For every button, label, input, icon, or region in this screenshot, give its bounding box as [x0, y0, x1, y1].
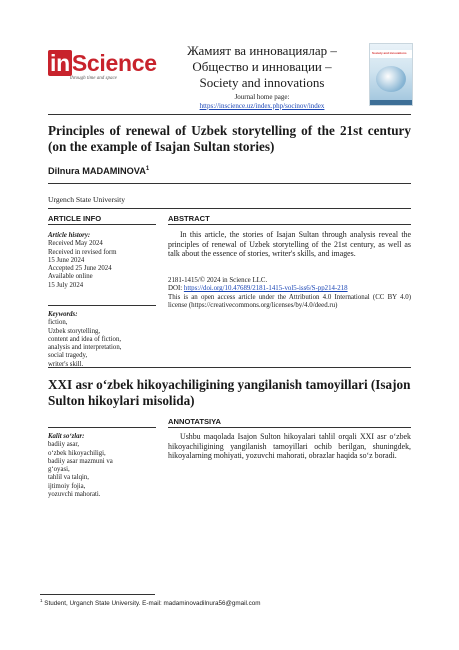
annotatsiya-text: Ushbu maqolada Isajon Sulton hikoyalari tahlil orqali XXI asr o‘zbek hikoyachiligining yangilanish tamoyillari ochib berilgan, shuningdek, hikoyalarning mohiyati, yozuvchi mahorati, obrazlar haqida so‘z boradi. [168, 432, 411, 461]
doi-line: DOI: https://doi.org/10.47689/2181-1415-vol5-iss6/S-pp214-218 [168, 285, 348, 293]
article-meta [168, 277, 411, 311]
kalit-item: badiiy asar mazmuni va [48, 457, 113, 465]
journal-cover-image [369, 43, 413, 106]
keyword-item: writer's skill. [48, 360, 84, 368]
keyword-item: social tragedy, [48, 352, 88, 360]
journal-title-line: Общество и инновации – [192, 59, 332, 74]
history-line: 15 June 2024 [48, 256, 85, 264]
cover-graphic [376, 66, 406, 92]
kalit-label: Kalit so‘zlar: [48, 433, 85, 440]
history-line: Accepted 25 June 2024 [48, 265, 112, 273]
kalit-heading-rule [48, 427, 156, 428]
author-name: Dilnura MADAMINOVA$^1$ [48, 166, 150, 177]
history-line: Available online [48, 273, 93, 281]
keywords-block [48, 311, 156, 369]
uzbek-title: XXI asr o‘zbek hikoyachiligining yangilanish tamoyillari (Isajon Sulton hikoylari misolida) [48, 377, 411, 408]
footnote: $^1$ Student, Urganch State University. E-mail: madaminovadilnura56@gmail.com [40, 598, 261, 608]
article-title: Principles of renewal of Uzbek storytelling of the 21st century (on the example of Isajan Sultan stories) [48, 123, 411, 154]
annot-heading-rule [168, 427, 411, 428]
abstract-heading-rule [168, 224, 411, 225]
abstract-text: In this article, the stories of Isajan Sultan through analysis reveal the principles of renewal of Uzbek storytelling of the 21st century, as well as talk about the essence of stories, writer's skills, and images. [168, 230, 411, 259]
doi-link[interactable]: https://doi.org/10.47689/2181-1415-vol5-iss6/S-pp214-218 [183, 285, 348, 293]
footnote-rule [40, 594, 155, 595]
logo-tagline: through time and space [70, 76, 117, 81]
info-heading-rule [48, 224, 156, 225]
journal-homepage [150, 93, 374, 110]
logo-in: in [50, 50, 70, 76]
abstract-heading: ABSTRACT [168, 214, 210, 223]
keyword-item: analysis and interpretation, [48, 344, 122, 352]
kalit-item: ijtimoiy fojia, [48, 482, 86, 490]
journal-title [150, 43, 374, 91]
affiliation-divider [48, 208, 411, 209]
homepage-link[interactable]: https://inscience.uz/index.php/socinov/index [199, 101, 325, 110]
journal-title-line: Society and innovations [199, 75, 325, 90]
logo-science: Science [71, 50, 157, 76]
author-divider [48, 183, 411, 184]
header-divider [48, 114, 411, 115]
journal-logo [48, 50, 157, 90]
history-label: Article history: [48, 232, 91, 239]
annotatsiya-heading: ANNOTATSIYA [168, 417, 222, 426]
keyword-item: fiction, [48, 319, 68, 327]
keyword-item: Uzbek storytelling, [48, 327, 101, 335]
section-divider [48, 367, 411, 368]
keywords-label: Keywords: [48, 311, 78, 318]
license-text: This is an open access article under the Attribution 4.0 International (CC BY 4.0) license (https://creativecommons.org/licenses/by/4.0/deed.ru) [168, 293, 411, 310]
article-history [48, 232, 156, 290]
kalit-item: yozuvchi mahorati. [48, 491, 101, 499]
history-line: 15 July 2024 [48, 281, 84, 289]
author-affiliation: Urgench State University [48, 195, 126, 204]
journal-title-line: Жамият ва инновациялар – [187, 43, 337, 58]
kalit-item: badiiy asar, [48, 441, 80, 449]
kalit-item: g‘oyasi, [48, 466, 70, 474]
issn-line: 2181-1415/© 2024 in Science LLC. [168, 277, 268, 284]
article-info-heading: ARTICLE INFO [48, 214, 102, 223]
kalit-sozlar-block [48, 433, 156, 499]
kalit-item: o‘zbek hikoyachiligi, [48, 449, 106, 457]
homepage-label: Journal home page: [234, 93, 290, 101]
keywords-rule [48, 305, 156, 306]
keyword-item: content and idea of fiction, [48, 335, 122, 343]
history-line: Received in revised form [48, 248, 117, 256]
history-line: Received May 2024 [48, 240, 103, 248]
kalit-item: tahlil va talqin, [48, 474, 89, 482]
cover-title: Society and innovations [372, 51, 407, 55]
